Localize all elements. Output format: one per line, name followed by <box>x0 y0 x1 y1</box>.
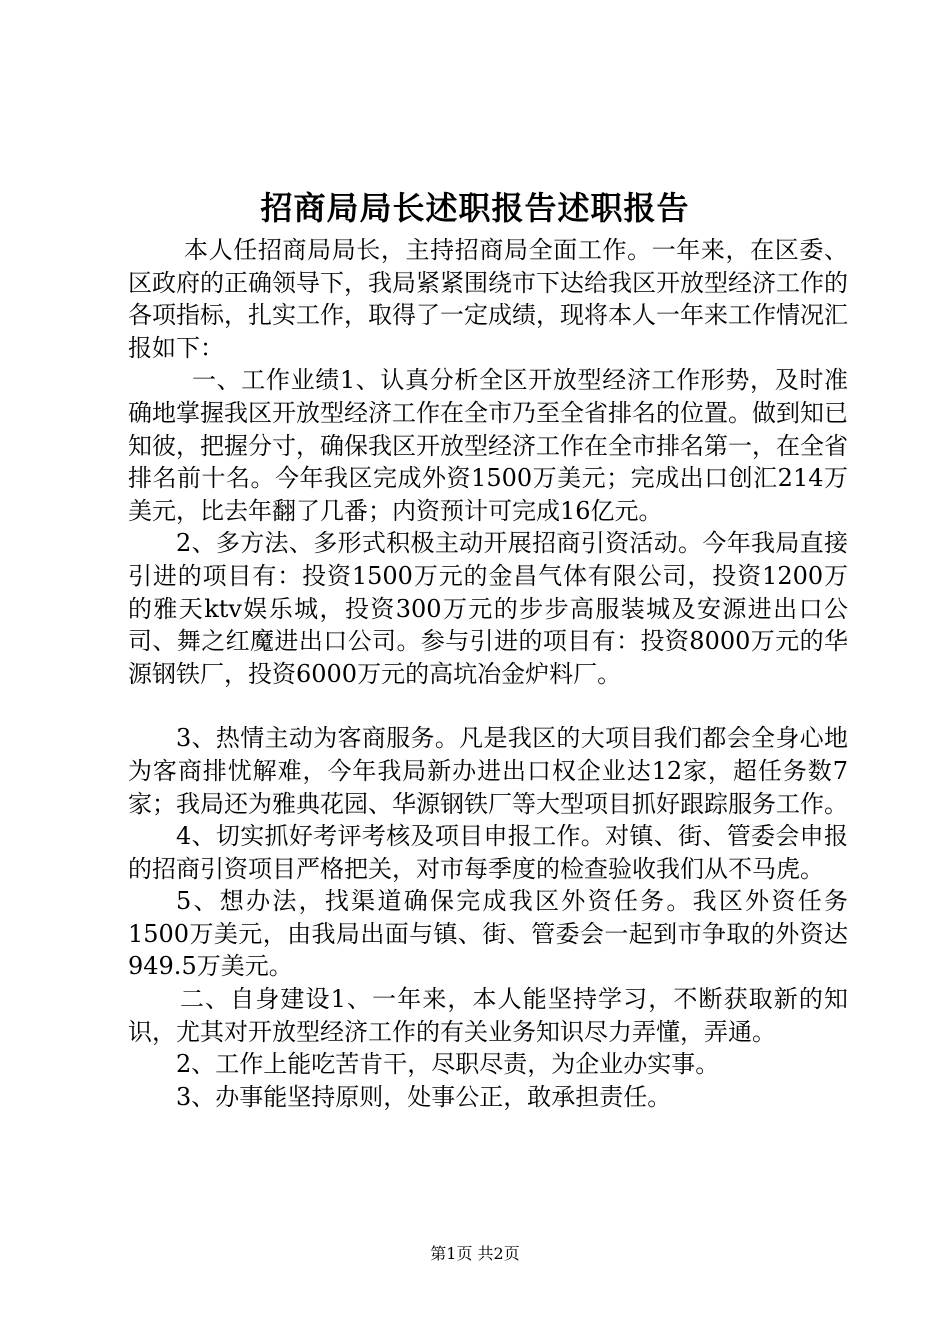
paragraph-self-build-3: 3、办事能坚持原则，处事公正，敢承担责任。 <box>176 1082 672 1111</box>
document-title: 招商局局长述职报告述职报告 <box>260 189 690 227</box>
document-body <box>128 234 848 1113</box>
paragraph-achievement-2: 2、多方法、多形式积极主动开展招商引资活动。今年我局直接引进的项目有：投资1500万元的金昌气体有限公司，投资1200万的雅天ktv娱乐城，投资300万元的步步高服装城及安源进出口公司、舞之红魔进出口公司。参与引进的项目有：投资8000万元的华源钢铁厂，投资6000万元的高坑冶金炉料厂。 <box>128 529 848 688</box>
paragraph-achievement-1: 一、工作业绩1、认真分析全区开放型经济工作形势，及时准确地掌握我区开放型经济工作在全市乃至全省排名的位置。做到知已知彼，把握分寸，确保我区开放型经济工作在全市排名第一，在全省排名前十名。今年我区完成外资1500万美元；完成出口创汇214万美元，比去年翻了几番；内资预计可完成16亿元。 <box>128 366 848 525</box>
paragraph-achievement-4: 4、切实抓好考评考核及项目申报工作。对镇、街、管委会申报的招商引资项目严格把关，对市每季度的检查验收我们从不马虎。 <box>128 822 848 883</box>
page-number: 第1页 共2页 <box>430 1244 520 1263</box>
paragraph-intro: 本人任招商局局长，主持招商局全面工作。一年来，在区委、区政府的正确领导下，我局紧紧围绕市下达给我区开放型经济工作的各项指标，扎实工作，取得了一定成绩，现将本人一年来工作情况汇报如下： <box>128 236 848 362</box>
paragraph-achievement-5: 5、想办法，找渠道确保完成我区外资任务。我区外资任务1500万美元，由我局出面与镇、街、管委会一起到市争取的外资达949.5万美元。 <box>128 887 848 981</box>
paragraph-self-build-2: 2、工作上能吃苦肯干，尽职尽责，为企业办实事。 <box>176 1050 720 1079</box>
paragraph-achievement-3: 3、热情主动为客商服务。凡是我区的大项目我们都会全身心地为客商排忧解难，今年我局新办进出口权企业达12家，超任务数7家；我局还为雅典花园、华源钢铁厂等大型项目抓好跟踪服务工作。 <box>128 724 848 818</box>
blank-line <box>128 690 848 722</box>
paragraph-self-build-1: 二、自身建设1、一年来，本人能坚持学习，不断获取新的知识，尤其对开放型经济工作的有关业务知识尽力弄懂，弄通。 <box>128 985 848 1046</box>
